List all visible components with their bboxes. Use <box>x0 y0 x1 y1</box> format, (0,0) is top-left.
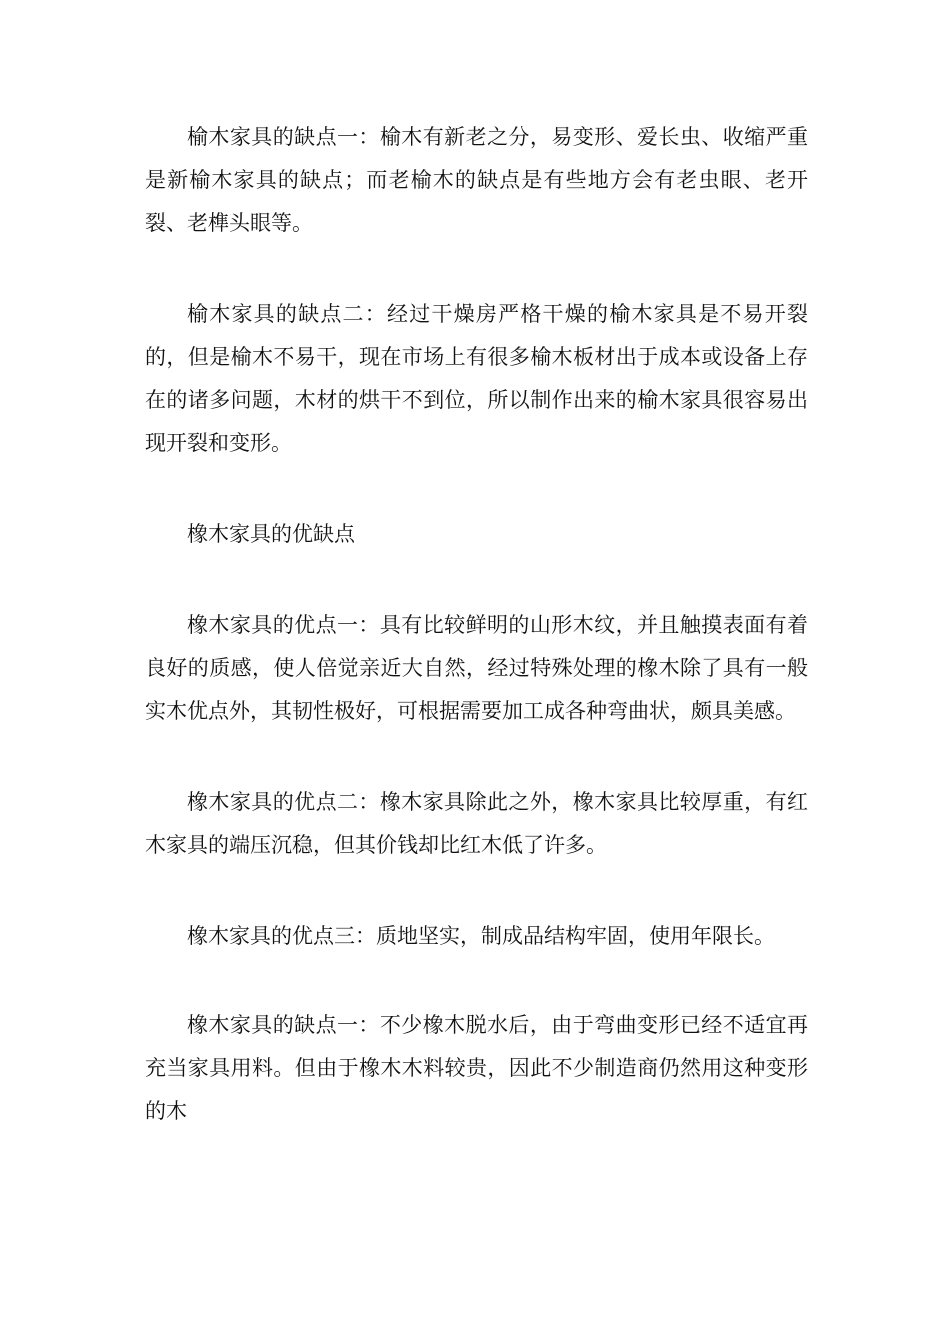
paragraph-oak-merit-2: 橡木家具的优点二：橡木家具除此之外，橡木家具比较厚重，有红木家具的端压沉稳，但其价钱却比红木低了许多。 <box>145 790 808 857</box>
paragraph-elm-defect-2: 榆木家具的缺点二：经过干燥房严格干燥的榆木家具是不易开裂的，但是榆木不易干，现在市场上有很多榆木板材出于成本或设备上存在的诸多问题，木材的烘干不到位，所以制作出来的榆木家具很容易出现开裂和变形。 <box>145 302 808 455</box>
document-body <box>145 116 808 1181</box>
paragraph-oak-merit-3: 橡木家具的优点三：质地坚实，制成品结构牢固，使用年限长。 <box>187 924 775 948</box>
paragraph-elm-defect-1: 榆木家具的缺点一：榆木有新老之分，易变形、爱长虫、收缩严重是新榆木家具的缺点；而老榆木的缺点是有些地方会有老虫眼、老开裂、老榫头眼等。 <box>145 125 808 235</box>
paragraph-oak-merit-1: 橡木家具的优点一：具有比较鲜明的山形木纹，并且触摸表面有着良好的质感，使人倍觉亲近大自然，经过特殊处理的橡木除了具有一般实木优点外，其韧性极好，可根据需要加工成各种弯曲状，颇具美感。 <box>145 613 808 723</box>
section-heading-oak: 橡木家具的优缺点 <box>187 522 355 546</box>
paragraph-oak-defect-1: 橡木家具的缺点一：不少橡木脱水后，由于弯曲变形已经不适宜再充当家具用料。但由于橡木木料较贵，因此不少制造商仍然用这种变形的木 <box>145 1013 808 1123</box>
